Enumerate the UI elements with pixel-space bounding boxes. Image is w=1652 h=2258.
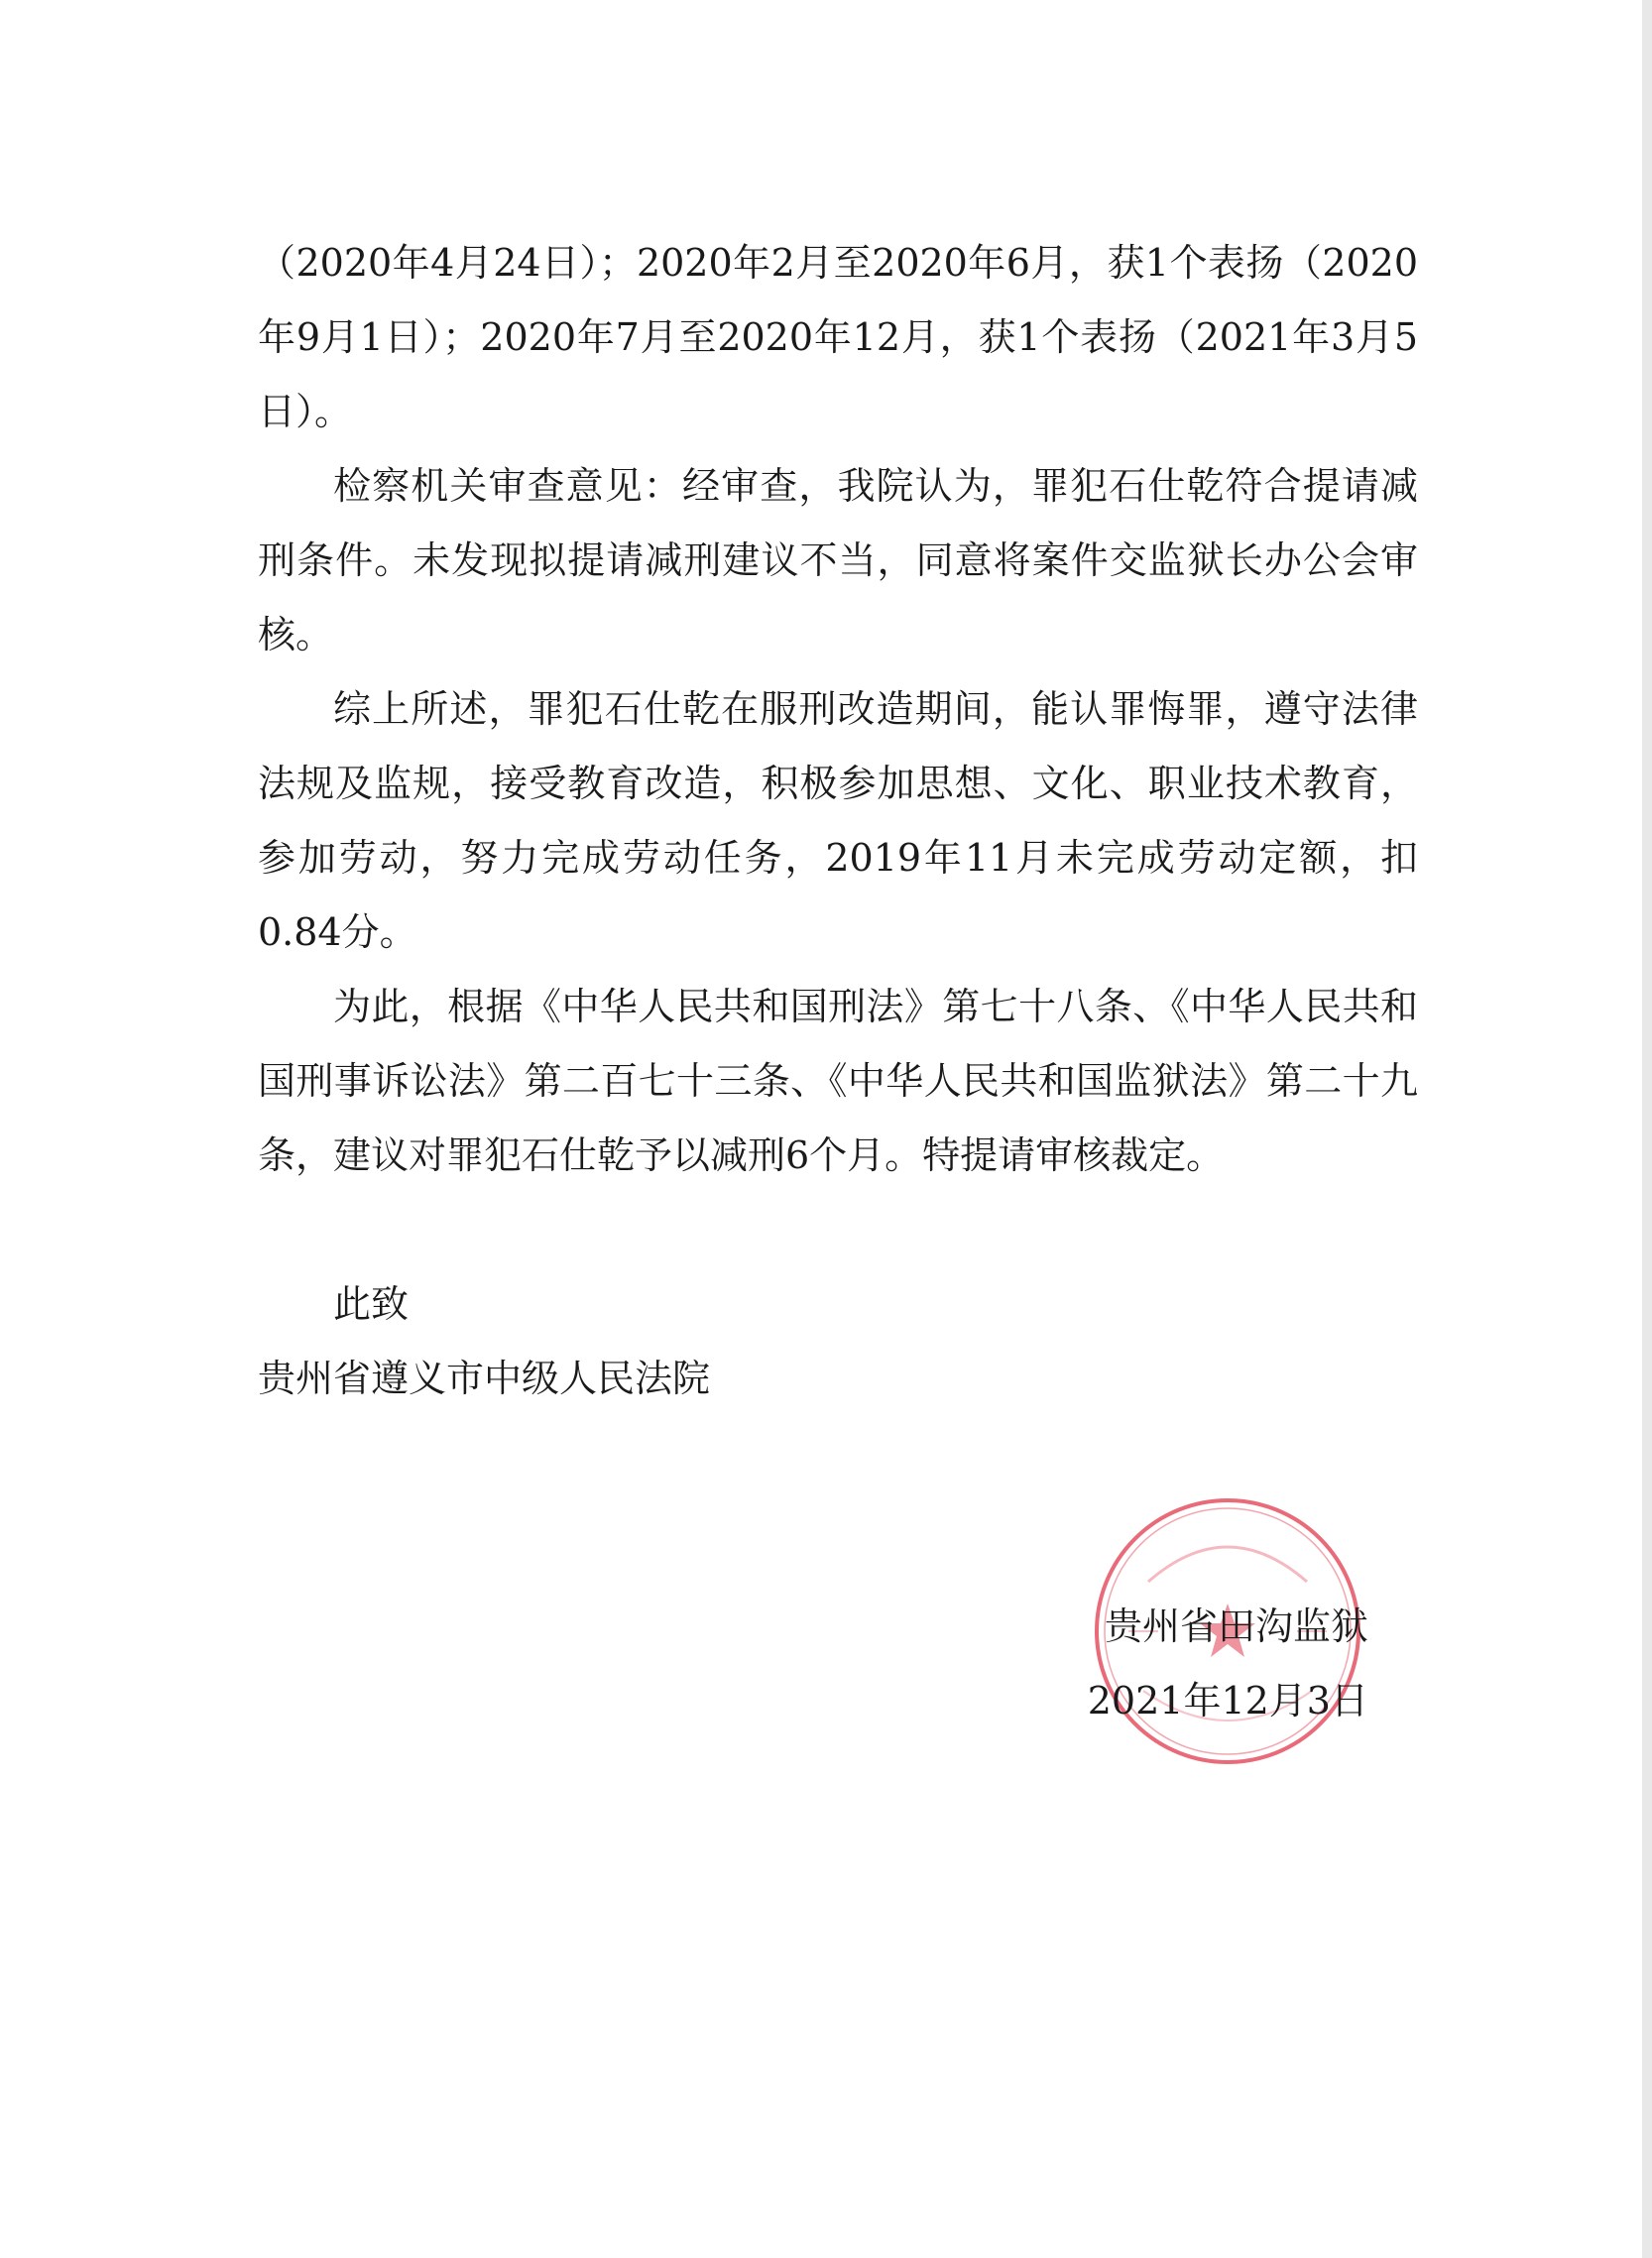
document-body <box>258 226 1418 1416</box>
signature-block <box>1031 1590 1368 1738</box>
spacer <box>258 1193 1418 1267</box>
signature-date: 2021年12月3日 <box>1087 1679 1368 1723</box>
paragraph-commendations: （2020年4月24日）；2020年2月至2020年6月，获1个表扬（2020年9月1日）；2020年7月至2020年12月，获1个表扬（2021年3月5日）。 <box>258 241 1418 433</box>
salutation: 此致 <box>333 1282 410 1326</box>
recipient: 贵州省遵义市中级人民法院 <box>258 1357 711 1400</box>
paragraph-procuratorate-opinion: 检察机关审查意见：经审查，我院认为，罪犯石仕乾符合提请减刑条件。未发现拟提请减刑建议不当，同意将案件交监狱长办公会审核。 <box>258 464 1418 656</box>
page-edge <box>1642 0 1652 2258</box>
signature-organization: 贵州省田沟监狱 <box>1104 1604 1368 1648</box>
paragraph-summary: 综上所述，罪犯石仕乾在服刑改造期间，能认罪悔罪，遵守法律法规及监规，接受教育改造，积极参加思想、文化、职业技术教育，参加劳动，努力完成劳动任务，2019年11月未完成劳动定额，扣0.84分。 <box>258 687 1418 954</box>
paragraph-recommendation: 为此，根据《中华人民共和国刑法》第七十八条、《中华人民共和国刑事诉讼法》第二百七十三条、《中华人民共和国监狱法》第二十九条，建议对罪犯石仕乾予以减刑6个月。特提请审核裁定。 <box>258 985 1418 1177</box>
